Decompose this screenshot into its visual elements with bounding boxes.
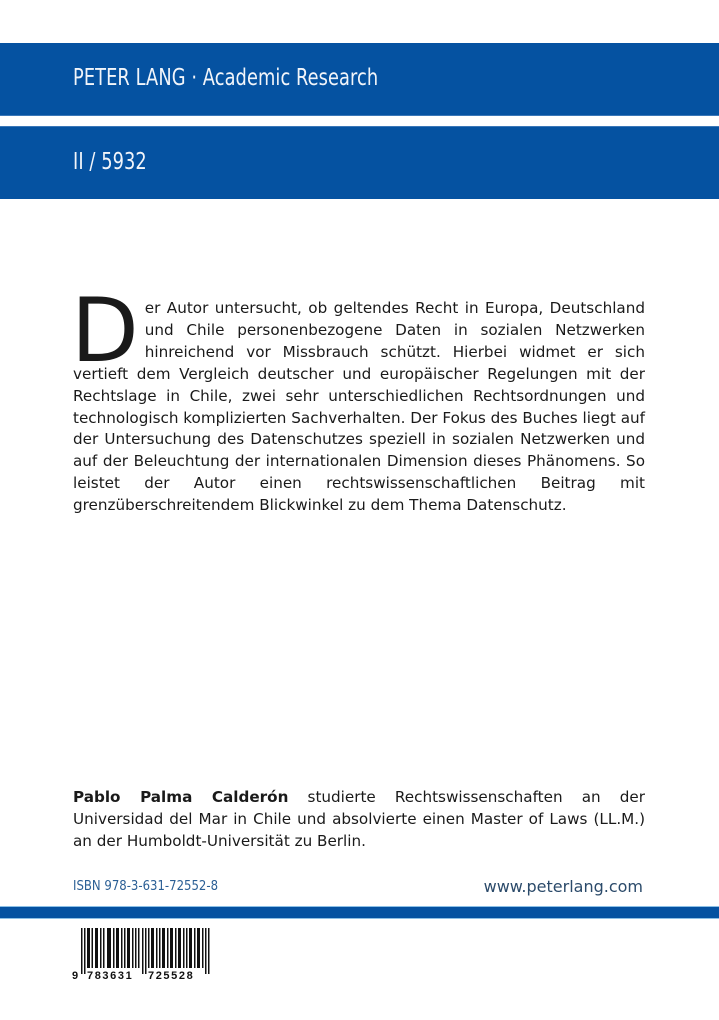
barcode-digits: 9 — [72, 970, 79, 980]
volume-number: II / 5932 — [73, 149, 147, 175]
blurb-text: er Autor untersucht, ob geltendes Recht in Europa, Deutschland und Chile personenbezogene Daten in sozialen Netzwerken hinreichend vor Missbrauch schützt. Hierbei widmet er sich vertieft dem Vergleich deutscher und europäischer Regelungen mit der Rechtslage in Chile, zwei sehr unterschiedlichen Rechtsordnungen und technologisch komplizierten Sachverhalten. Der Fokus des Buches liegt auf der Untersuchung des Datenschutzes speziell in sozialen Netzwerken und auf der Beleuchtung der internationalen Dimension dieses Phänomens. So leistet der Autor einen rechtswissenschaftlichen Beitrag mit grenzüberschreitendem Blickwinkel zu dem Thema Datenschutz. — [73, 299, 645, 515]
drop-cap: D — [71, 279, 139, 382]
publisher-website-link[interactable]: www.peterlang.com — [483, 877, 643, 896]
footer-stripe — [0, 906, 719, 919]
author-name: Pablo Palma Calderón — [73, 788, 289, 806]
series-title: PETER LANG · Academic Research — [73, 65, 379, 91]
barcode-icon — [72, 928, 222, 980]
author-bio — [73, 787, 645, 853]
volume-banner — [0, 126, 719, 199]
isbn: ISBN 978-3-631-72552-8 — [73, 879, 219, 894]
book-blurb — [71, 279, 645, 517]
series-banner — [0, 43, 719, 116]
svg-text:783631: 783631 — [87, 970, 134, 980]
author-bio-text: studierte Rechtswissenschaften an der Universidad del Mar in Chile und absolvierte einen Master of Laws (LL.M.) an der Humboldt-Universität zu Berlin. — [73, 788, 645, 850]
svg-text:725528: 725528 — [148, 970, 195, 980]
